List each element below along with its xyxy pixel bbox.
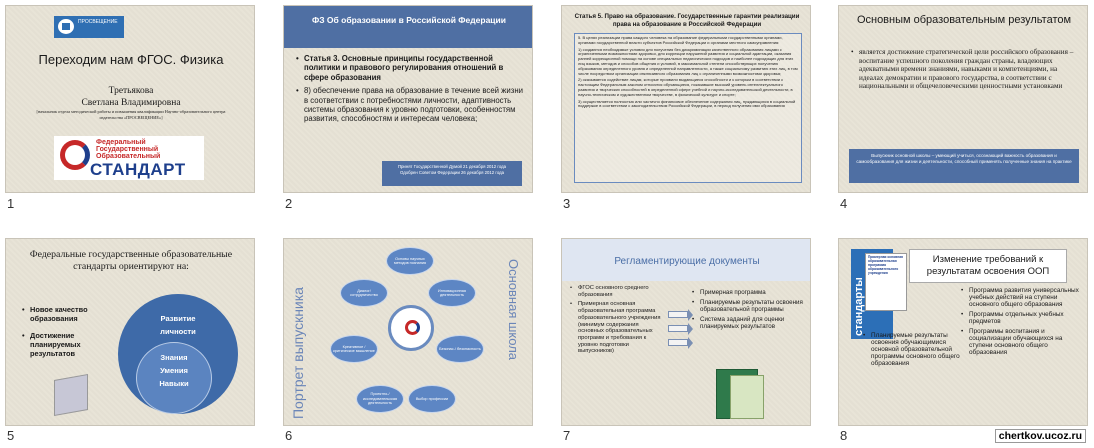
bullet-item: • Планируемые результаты освоения образовательной программы (692, 299, 804, 313)
slide-number-6: 6 (285, 428, 293, 443)
author-last-name: Третьякова (108, 86, 154, 96)
note-line: Принят Государственной Думой 21 декабря 2012 года (397, 164, 507, 169)
std-line2: Государственный (96, 146, 159, 153)
paragraph: 3) осуществляется полностью или частично финансовое обеспечение содержания лиц, нуждающихся в социальной поддержке в соответствии с законодательством Российской Федерации, в период получения ими образования (578, 98, 796, 109)
left-column (863, 332, 961, 367)
note-line: Одобрен Советом Федерации 26 декабря 2012 года (399, 169, 505, 175)
standard-logo-icon (405, 320, 420, 335)
diagram-node: Инновационная деятельность (428, 279, 476, 307)
slide-number-2: 2 (285, 196, 293, 211)
slide-title: Изменение требований к результатам освоения ООП (909, 249, 1067, 283)
bullet-item: • Программы отдельных учебных предметов (961, 311, 1085, 325)
right-column (961, 287, 1085, 359)
diagram-node: Выбор профессии (408, 385, 456, 413)
diagram-node: Безопас-/ безопасность (436, 335, 484, 363)
slide-thumbnail-1[interactable] (5, 5, 255, 193)
slide-body (296, 54, 524, 124)
standard-logo-icon (60, 140, 90, 170)
slide-thumbnail-7[interactable] (561, 238, 811, 426)
outer-label: личности (160, 327, 196, 336)
slide-thumbnail-5[interactable] (5, 238, 255, 426)
slide-thumbnail-8[interactable] (838, 238, 1088, 426)
slide-number-8: 8 (840, 428, 848, 443)
bullet-item: • Примерная программа (692, 289, 804, 296)
slide-thumbnail-3[interactable] (561, 5, 811, 193)
slide-number-3: 3 (563, 196, 571, 211)
slide-number-7: 7 (563, 428, 571, 443)
prosveshchenie-logo (54, 16, 124, 38)
bullet-item: • Программа развития универсальных учебных действий на ступени основного общего образования (961, 287, 1085, 308)
standard-logo-text (96, 139, 160, 160)
diagram-node: Диалог/ сотрудничество (340, 279, 388, 307)
inner-label: Навыки (159, 379, 189, 388)
bullet-item: • Достижение планируемых результатов (22, 331, 114, 358)
diagram-hub (388, 305, 434, 351)
slide-bullets (22, 305, 114, 358)
bullet-item: • Планируемые результаты освоения обучающимися основной образовательной программы основного общего образования (863, 332, 961, 367)
article-text-box (574, 33, 802, 183)
bullet-item: • Примерная основная образовательная программа образовательного учреждения (минимум содержания основных образовательных программ и требования к уровню подготовки выпускников) (570, 301, 665, 355)
left-column (570, 285, 665, 358)
slide-header: Статья 5. Право на образование. Государственные гарантии реализации права на образование в Российской Федерации (574, 13, 800, 28)
slide-body (851, 48, 1079, 91)
book-card: Примерная основная образовательная программа образовательного учреждения (865, 253, 907, 311)
slide-number-1: 1 (7, 196, 15, 211)
paragraph: 1) создаются необходимые условия для получения без дискриминации качественного образования лицами с ограниченными возможностями здоровья, для коррекции нарушений развития и социальной адаптации, оказания ранней коррекционной помощи на основе специальных педагогических подходов и наиболее подходящих для этих лиц языков, методов и способов общения и условий, в максимальной степени способствующих получению образования определенного уровня и определенной направленности, а также социальному развитию этих лиц, в том числе посредством организации инклюзивного образования лиц с ограниченными возможностями здоровья; (578, 46, 798, 76)
book-image (730, 375, 764, 419)
std-line3: Образовательный (96, 153, 161, 160)
bullet-item: • Система заданий для оценки планируемых результатов (692, 316, 804, 330)
outer-label: Развитие (160, 314, 196, 323)
slide-number-4: 4 (840, 196, 848, 211)
slide-header: Регламентирующие документы (562, 239, 811, 281)
diagram-node: Креативное / критическое мышление (330, 335, 378, 363)
arrow-icon (668, 311, 688, 318)
bullet-item: • Программы воспитания и социализации обучающихся на ступени основного общего образования (961, 328, 1085, 356)
arrow-icon (668, 325, 688, 332)
arrow-icon (668, 339, 688, 346)
diagram-node: Основы научных методов познания (386, 247, 434, 275)
diagram-node: Проектно-/ исследовательская деятельность (356, 385, 404, 413)
inner-label: Знания (160, 353, 188, 362)
bullet-item: • Новое качество образования (22, 305, 114, 323)
slide-header: ФЗ Об образовании в Российской Федерации (284, 6, 533, 48)
left-vertical-title: Портрет выпускника (290, 287, 306, 419)
author-first-name: Светлана Владимировна (81, 98, 181, 108)
slide-thumbnail-2[interactable] (283, 5, 533, 193)
author-block (6, 85, 255, 109)
inner-label: Умения (160, 366, 188, 375)
right-vertical-title: Основная школа (506, 259, 521, 361)
publisher-logo-icon (58, 19, 74, 34)
slide-title: Основным образовательным результатом (856, 14, 1072, 26)
book-image (54, 374, 88, 416)
paragraph: 2) оказывается содействие лицам, которые проявили выдающиеся способности и к которым в соответствии с настоящим Федеральным законом относятся обучающиеся, показавшие высокий уровень интеллектуального развития и творческих способностей в определенной сфере учебной и научно-исследовательской деятельности, в научно-техническом и художественном творчестве, в физической культуре и спорте; (578, 77, 793, 97)
slide-number-5: 5 (7, 428, 15, 443)
adoption-note (382, 161, 522, 186)
site-watermark: chertkov.ucoz.ru (995, 429, 1086, 443)
std-line1: Федеральный (96, 139, 146, 146)
bullet-item: • 8) обеспечение права на образование в течение всей жизни в соответствии с потребностями личности, адаптивность системы образования к уровню подготовки, особенностям развития, способностям и интересам человека; (296, 86, 524, 124)
slide-title: Федеральные государственные образовательные стандарты ориентируют на: (29, 249, 233, 272)
bullet-item: • Статья 3. Основные принципы государственной политики и правового регулирования отношений в сфере образования (296, 54, 524, 82)
slide-thumbnail-4[interactable] (838, 5, 1088, 193)
fgos-standard-logo (54, 136, 204, 180)
bullet-item: • является достижение стратегической цели российского образования – воспитание успешного поколения граждан страны, владеющих адекватными времени знаниями, навыками и компетенциями, на идеалах демократии и правового государства, в соответствии с национальными и общечеловеческими ценностными установками (851, 48, 1079, 91)
slide-title: Переходим нам ФГОС. Физика (38, 52, 224, 67)
slide-thumbnail-6[interactable] (283, 238, 533, 426)
paragraph: 5. В целях реализации права каждого человека на образование федеральными государственными органами, органами государственной власти субъектов Российской Федерации и органами местного самоуправления: (578, 35, 783, 45)
inner-circle (136, 342, 212, 414)
standard-logo-big: СТАНДАРТ (90, 160, 186, 179)
graduate-box: Выпускник основной школы – умеющий учиться, осознающий важность образования и самообразования для жизни и деятельности, способный применять полученные знания на практике (849, 149, 1079, 183)
bullet-item: • ФГОС основного среднего образования (570, 285, 665, 298)
book-spine-text: стандарты (853, 277, 865, 336)
author-position: [начальник отдела методической работы и повышения квалификации Научно-образовательного центра издательства «ПРОСВЕЩЕНИЕ»] (36, 109, 226, 120)
right-column (692, 289, 804, 333)
logo-text: ПРОСВЕЩЕНИЕ (78, 19, 118, 25)
